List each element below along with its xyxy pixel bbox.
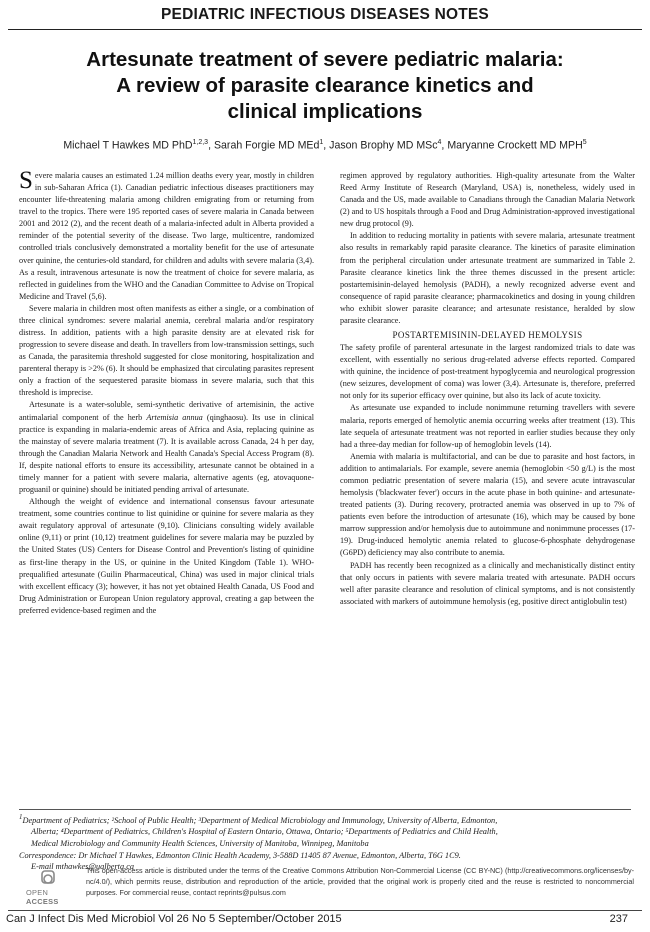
header-rule <box>8 29 642 30</box>
paragraph-text: evere malaria causes an estimated 1.24 million deaths every year, mostly in children in sub-Saharan Africa (1). Canadian pediatric infectious diseases practitioners may encounter life-threatening malaria among children emigrating from or returning from travel to the tropics. There were 195 reported cases of severe malaria in Canada between 2001 and 2012 (2), and the recent death of a malaria-infected adult in Alberta provided a reminder of the potential severity of the disease. Two large, multicentre, randomized controlled trials conclusively demonstrated a mortality benefit for the use of artesunate over quinine, the centuries-old standard, for children and adults with severe malaria (3,4). As a result, intravenous artesunate is now the treatment of choice for severe malaria, as reflected in guidelines from the WHO and the Canadian Committee to Advise on Tropical Medicine and Travel (5,6). <box>19 171 314 301</box>
section-heading: POSTARTEMISININ-DELAYED HEMOLYSIS <box>392 330 583 341</box>
title-line-1: Artesunate treatment of severe pediatric malaria: <box>86 48 564 71</box>
body-paragraph: regimen approved by regulatory authorities. High-quality artesunate from the Walter Reed Army Institute of Research (Maryland, USA) is, nonetheless, widely used in Canada and the US, made available to Canadians through the Canadian Malaria Network (2) and to US hospitals through a Food and Drug Administration-approved investigational new drug protocol (9). <box>340 171 635 229</box>
license-text: This open-access article is distributed under the terms of the Creative Commons Attribution Non-Commercial License (CC BY-NC) (http://creativecommons.org/licenses/by-nc/4.0/), which permits reuse, distribution and reproduction of the article, provided that the original work is properly cited and the reuse is restricted to noncommercial purposes. For commercial reuse, contact reprints@pulsus.com <box>86 866 634 897</box>
access-word: ACCESS <box>26 897 59 906</box>
paragraph-text: (qinghaosu). Its use in clinical practice is expanding in malaria-endemic areas of Africa and Asia, replacing quinine as the mainstay of severe malaria treatment (7). It is available across Canada, 24 h per day, through the Canadian Malaria Network and Health Canada's Special Access Program (8). If, despite national efforts to ensure its accessibility, artesunate cannot be obtained in a timely manner for a patient with severe malaria, alternative agents (eg, atovaquone-proguanil or quinine) should be initiated pending arrival of artesunate. <box>19 412 315 495</box>
author-degree: MD MSc <box>396 139 438 152</box>
body-paragraph: Anemia with malaria is multifactorial, and can be due to parasite and host factors, in addition to antimalarials. For example, severe anemia (hemoglobin <50 g/L) is the most common pediatric presentation of severe malaria (15), and severe acute intravascular hemolysis ('blackwater fever') occurs in the acute phase in both quinine- and artesunate-treated patients (3). During recovery, protracted anemia was observed in up to 7% of patients even before the introduction of artesunate (16), which may be caused by bone marrow suppression and/or hemolysis due to autoimmune and nonimmune processes (17-19). Drug-induced hemolytic anemia related to glucose-6-phosphate dehydrogenase (G6PD) deficiency may also contribute to anemia. <box>340 451 635 558</box>
author-name: Maryanne Crockett <box>447 139 537 152</box>
author-degree: MD PhD <box>152 139 193 152</box>
author-degree: MD MEd <box>278 139 320 152</box>
author-affiliation-sup: 1 <box>319 139 324 146</box>
open-word: OPEN <box>26 888 49 897</box>
open-access-logo <box>20 869 82 906</box>
body-paragraph: The safety profile of parenteral artesunate in the largest randomized trials to date was excellent, with essentially no serious drug-related adverse effects reported. Compared with quinine, the incidence of post-treatment hypoglycemia and neurological progression (new seizures, development of coma) was lower (3,4). Artesunate is, therefore, preferred not only for its superior efficacy over quinine, but also its lack of acute toxicity. <box>340 343 635 401</box>
author-name: Jason Brophy <box>329 139 394 152</box>
body-paragraph: Severe malaria in children most often manifests as either a single, or a combination of three clinical syndromes: severe malarial anemia, cerebral malaria and/or respiratory distress. In addition, patients with a high parasite density are at elevated risk for progression to severe disease and death. In travellers from low-transmission settings, such as Canada, the parasitemia threshold suggested for close monitoring, hospitalization and parenteral therapy is >2% (6). It should be emphasized that circulating parasites represent only a fraction of the sequestered parasite biomass in severe malaria, such that this threshold is imprecise. <box>19 303 314 398</box>
page-number: 237 <box>609 913 628 925</box>
author-affiliation-sup: 4 <box>437 139 442 146</box>
email: E-mail mthawkes@ualberta.ca <box>31 862 135 872</box>
author-list: Michael T Hawkes MD PhD$^{1,2,3}$, Sarah Forgie MD MEd$^1$, Jason Brophy MD MSc$^4$, Maryanne Crockett MD MPH$^5$ <box>63 139 587 152</box>
right-column <box>340 170 635 608</box>
section-header: PEDIATRIC INFECTIOUS DISEASES NOTES <box>161 6 489 23</box>
affiliations-line: Alberta; ⁴Department of Pediatrics, Children's Hospital of Eastern Ontario, Ottawa, Ontario; ⁵Departments of Pediatrics and Child Health, <box>31 827 498 837</box>
affiliations-line: Medical Microbiology and Community Health Sciences, University of Manitoba, Winnipeg, Manitoba <box>31 838 369 848</box>
left-column <box>19 167 315 617</box>
open-access-label <box>26 888 82 906</box>
footnote-rule <box>19 809 631 810</box>
drop-cap: S <box>19 167 33 194</box>
affiliations-line: $^1$Department of Pediatrics; ²School of Public Health; ³Department of Medical Microbiology and Immunology, University of Alberta, Edmonton, <box>19 814 498 825</box>
author-name: Michael T Hawkes <box>63 139 150 152</box>
paragraph-text: Artesunate is a water-soluble, semi-synthetic derivative of artemisinin, the active antimalarial component of the herb <box>19 400 314 422</box>
body-paragraph: As artesunate use expanded to include nonimmune returning travellers with severe malaria, reports emerged of hemolytic anemia occurring weeks after treatment (13). This late sequela of artesunate treatment was not reported in earlier studies because they only had a three-day median for follow-up of hemoglobin levels (14). <box>340 403 635 449</box>
journal-citation: Can J Infect Dis Med Microbiol Vol 26 No 5 September/October 2015 <box>6 913 342 925</box>
body-paragraph: Although the weight of evidence and international consensus favour artesunate treatment, some countries continue to list quinidine or quinine for severe malaria as they await regulatory approval of artesunate (9,10). Clinicians consulting widely available online (9,11) or print (10,12) treatment guidelines for severe malaria may be puzzled by the United States (US) Centers for Disease Control and Prevention's listing of quinidine as first-line therapy in the US, or quinine in the United Kingdom (Table 1). WHO-prequalified artesunate (Guilin Pharmaceutical, China) was used in major clinical trials with excellent efficacy (3); however, it has not yet obtained Health Canada, US Food and Drug Administration or European Union regulatory approval, creating a gap between the preferred evidence-based regimen and the <box>19 497 314 615</box>
title-line-3: clinical implications <box>227 100 423 123</box>
body-paragraph <box>19 399 314 496</box>
species-name: Artemisia annua <box>146 412 203 422</box>
footer-rule <box>8 910 642 911</box>
affiliations-text: Department of Pediatrics; ²School of Public Health; ³Department of Medical Microbiology and Immunology, University of Alberta, Edmonton, <box>22 815 498 825</box>
body-paragraph: In addition to reducing mortality in patients with severe malaria, artesunate treatment also results in remarkably rapid parasite clearance. The kinetics of parasite elimination from the peripheral circulation under artesunate treatment are summarized in Table 2. Parasite clearance kinetics link the three themes discussed in the present article: postartemisinin-delayed hemolysis (PADH), a newly recognized adverse event and consequence of rapid parasite clearance; pharmacokinetics and dosing in young children who exhibit slower parasite clearance; and artesunate resistance, heralded by slow parasite clearance. <box>340 231 635 325</box>
correspondence: Correspondence: Dr Michael T Hawkes, Edmonton Clinic Health Academy, 3-588D 11405 87 Avenue, Edmonton, Alberta, T6G 1C9. <box>19 850 461 860</box>
title-line-2: A review of parasite clearance kinetics and <box>116 74 534 97</box>
body-paragraph <box>19 167 314 303</box>
author-name: Sarah Forgie <box>213 139 276 152</box>
article-title <box>30 47 620 125</box>
body-paragraph: PADH has recently been recognized as a clinically and mechanistically distinct entity that only occurs in patients with severe malaria treated with artesunate. PADH occurs well after parasite clearance and resolution of clinical symptoms, and is not consistently associated with markers of autoimmune hemolysis (eg, positive direct antiglobulin test) <box>340 560 635 606</box>
author-affiliation-sup: 5 <box>582 139 587 146</box>
license-block <box>14 863 634 906</box>
author-affiliation-sup: 1,2,3 <box>192 139 209 146</box>
author-degree: MD MPH <box>539 139 583 152</box>
